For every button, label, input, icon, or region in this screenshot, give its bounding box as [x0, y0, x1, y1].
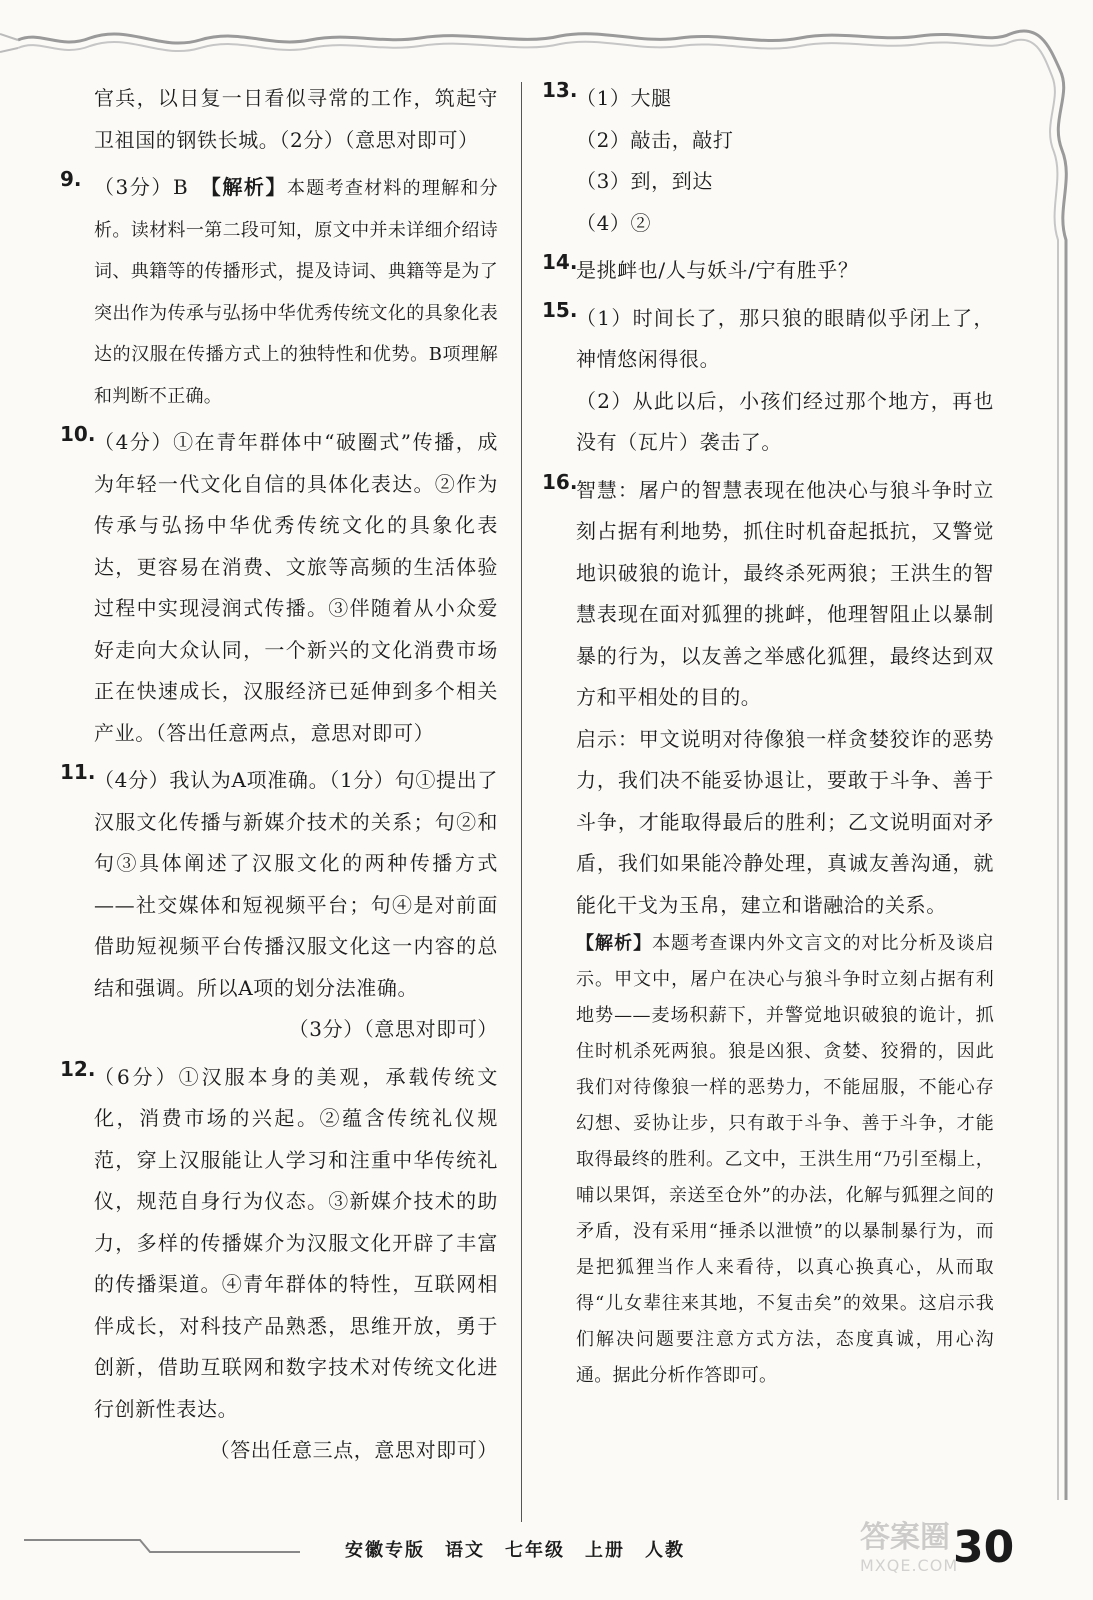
answer-line: （3）到，到达 — [576, 169, 713, 193]
answer-line: （2）敲击，敲打 — [576, 127, 734, 152]
answer-16 — [542, 470, 994, 1395]
question-number: 9. — [60, 167, 82, 191]
analysis-text: 本题考查材料的理解和分析。读材料一第二段可知，原文中并未详细介绍诗词、典籍等的传播形式，提及诗词、典籍等是为了突出作为传承与弘扬中华优秀传统文化的具象化表达的汉服在传播方式上的独特性和优势。B项理解和判断不正确。 — [94, 178, 498, 407]
analysis-tag: 【解析】 — [210, 175, 288, 199]
score-note: （3分）（意思对即可） — [288, 1017, 498, 1041]
right-column — [542, 78, 994, 1400]
answer-text: （4分）①在青年群体中“破圈式”传播，成为年轻一代文化自信的具体化表达。②作为传承与弘扬中华优秀传统文化的具象化表达，更容易在消费、文旅等高频的生活体验过程中实现浸润式传播。③伴随着从小众爱好走向大众认同，一个新兴的文化消费市场正在快速成长，汉服经济已延伸到多个相关产业。（答出任意两点，意思对即可） — [94, 430, 498, 745]
question-number: 14. — [542, 250, 578, 274]
answer-9 — [60, 167, 498, 416]
question-number: 11. — [60, 760, 96, 784]
question-number: 16. — [542, 469, 578, 494]
wisdom-text: 智慧：屠户的智慧表现在他决心与狼斗争时立刻占据有利地势，抓住时机奋起抵抗，又警觉地识破狼的诡计，最终杀死两狼；王洪生的智慧表现在面对狐狸的挑衅，他理智阻止以暴制暴的行为，以友善之举感化狐狸，最终达到双方和平相处的目的。 — [576, 477, 994, 709]
watermark-title: 答案圈 — [860, 1520, 950, 1555]
answer-text: 是挑衅也/人与妖斗/宁有胜乎？ — [576, 258, 859, 282]
answer-15 — [542, 298, 994, 464]
answer-10 — [60, 422, 498, 754]
watermark-url: MXQE.COM — [860, 1556, 959, 1575]
answer-12 — [60, 1057, 498, 1472]
answer-line: （1）时间长了，那只狼的眼睛似乎闭上了，神情悠闲得很。 — [576, 305, 994, 371]
question-number: 13. — [542, 78, 578, 102]
page-number: 30 — [953, 1522, 1015, 1573]
left-column — [60, 78, 498, 1478]
analysis-text: 本题考查课内外文言文的对比分析及谈启示。甲文中，屠户在决心与狼斗争时立刻占据有利地势——麦场积薪下，并警觉地识破狼的诡计，抓住时机杀死两狼。狼是凶狠、贪婪、狡猾的，因此我们对待像狼一样的恶势力，不能屈服，不能心存幻想、妥协让步，只有敢于斗争、善于斗争，才能取得最终的胜利。乙文中，王洪生用“乃引至榻上，哺以果饵，亲送至仓外”的办法，化解与狐狸之间的矛盾，没有采用“捶杀以泄愤”的以暴制暴行为，而是把狐狸当作人来看待，以真心换真心，从而取得“儿女辈往来其地，不复击矣”的效果。这启示我们解决问题要注意方式方法，态度真诚，用心沟通。据此分析作答即可。 — [576, 933, 994, 1386]
insight-text: 启示：甲文说明对待像狼一样贪婪狡诈的恶势力，我们决不能妥协退让，要敢于斗争、善于斗争，才能取得最后的胜利；乙文说明面对矛盾，我们如果能冷静处理，真诚友善沟通，就能化干戈为玉帛，建立和谐融洽的关系。 — [576, 726, 994, 917]
answer-text: （4分）我认为A项准确。（1分）句①提出了汉服文化传播与新媒介技术的关系；句②和句③具体阐述了汉服文化的两种传播方式——社交媒体和短视频平台；句④是对前面借助短视频平台传播汉服文化这一内容的总结和强调。所以A项的划分法准确。 — [94, 768, 498, 1000]
analysis-block — [576, 926, 994, 1394]
analysis-tag: 【解析】 — [576, 933, 653, 954]
answer-text — [94, 167, 498, 416]
answer-text: （6分）①汉服本身的美观，承载传统文化，消费市场的兴起。②蕴含传统礼仪规范，穿上汉服能让人学习和注重中华传统礼仪，规范自身行为仪态。③新媒介技术的助力，多样的传播媒介为汉服文化开辟了丰富的传播渠道。④青年群体的特性，互联网相伴成长，对科技产品熟悉，思维开放，勇于创新，借助互联网和数字技术对传统文化进行创新性表达。 — [94, 1064, 498, 1421]
score-note: （答出任意三点，意思对即可） — [209, 1438, 498, 1462]
answer-line: （2）从此以后，小孩们经过那个地方，再也没有（瓦片）袭击了。 — [576, 388, 994, 454]
answer-14 — [542, 250, 994, 292]
question-number: 15. — [542, 297, 578, 322]
answer-11 — [60, 760, 498, 1051]
answer-choice: （3分）B — [94, 175, 211, 199]
question-number: 12. — [60, 1056, 96, 1081]
column-divider — [521, 82, 522, 1522]
answer-8-continued — [60, 78, 498, 161]
answer-line: （4）② — [576, 210, 652, 235]
watermark-logo — [860, 1512, 990, 1582]
answer-13 — [542, 78, 994, 244]
answer-line: （1）大腿 — [576, 86, 672, 110]
answer-text: 官兵，以日复一日看似寻常的工作，筑起守卫祖国的钢铁长城。（2分）（意思对即可） — [94, 86, 498, 152]
footer-book-info: 安徽专版 语文 七年级 上册 人教 — [345, 1540, 685, 1561]
question-number: 10. — [60, 422, 96, 446]
